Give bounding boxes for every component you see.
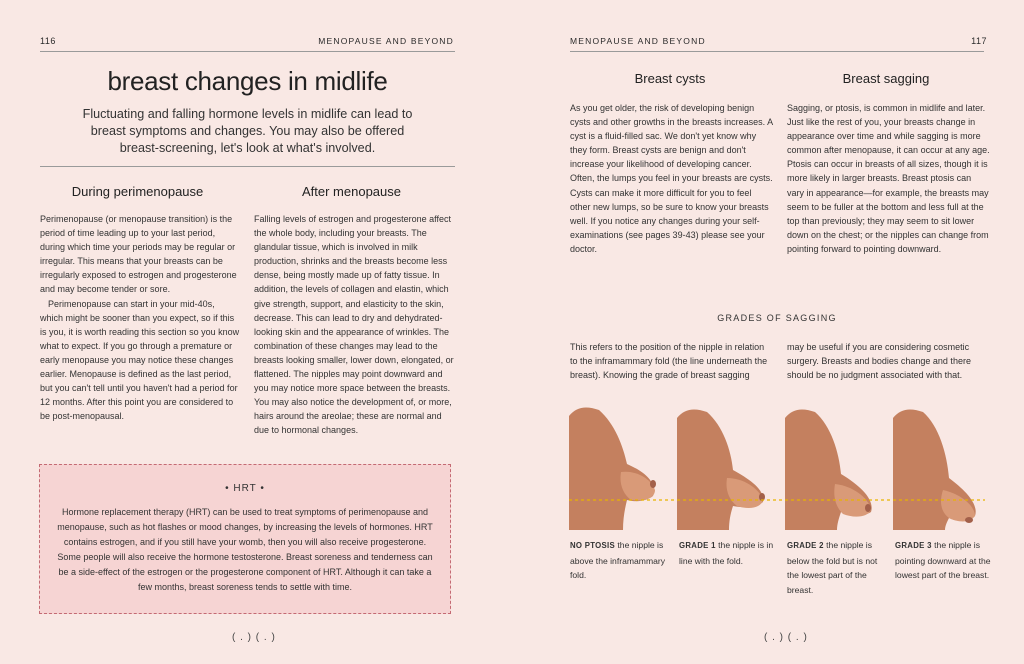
after-menopause-text bbox=[254, 212, 454, 438]
caption-label: GRADE 2 bbox=[787, 541, 824, 550]
caption-text: the nipple is above the inframammary fold. bbox=[570, 540, 666, 580]
heading-during-perimenopause: During perimenopause bbox=[71, 184, 204, 199]
perimenopause-text bbox=[40, 212, 240, 423]
header-rule-left bbox=[40, 51, 455, 52]
breast-sagging-text: Sagging, or ptosis, is common in midlife and later. Just like the rest of you, your breasts change in appearance over time and while sagging is more common after menopause, it can occur at any age. Ptosis can occur in breasts of all sizes, though it is more likely in larger breasts. Breast ptosis can vary in appearance—for example, the breasts may seem to be fuller at the bottom and less full at the top than previously; they may seem to sit lower down on the chest; or the nipples can change from pointing forward to pointing downward. bbox=[787, 103, 990, 254]
breast-figure-grade-3 bbox=[893, 410, 976, 530]
heading-after-menopause: After menopause bbox=[301, 184, 401, 199]
sagging-grades-illustration bbox=[565, 402, 989, 530]
footer-glyph-right: ( . ) ( . ) bbox=[764, 632, 808, 643]
page-number-right: 117 bbox=[971, 36, 987, 46]
caption-grade-1 bbox=[679, 538, 777, 568]
running-head-right: MENOPAUSE AND BEYOND bbox=[570, 36, 706, 46]
perimenopause-paragraph-2: Perimenopause can start in your mid-40s, which might be sooner than you expect, so if this is you, it is worth reading this section so you know what to expect. If you go through a premature or early menopause you may notice these changes earlier. Menopause is defined as the last period, but you can't tell until you haven't had a period for 12 months. After this point you are considered to be post-menopausal. bbox=[40, 298, 240, 422]
page-title: breast changes in midlife bbox=[107, 66, 388, 96]
breast-cysts-text: As you get older, the risk of developing benign cysts and other growths in the breasts increases. A cyst is a fluid-filled sac. We don't yet know why they form. Breast cysts are benign and don't increase your likelihood of developing cancer. Often, the lumps you feel in your breasts are cysts. Cysts can make it more difficult for you to feel other new lumps, so be sure to know your breasts well. If you notice any changes during your self-examinations (see pages 39-43) please see your doctor. bbox=[570, 103, 773, 254]
running-head-left: MENOPAUSE AND BEYOND bbox=[318, 36, 454, 46]
hrt-title: • HRT • bbox=[225, 483, 265, 494]
caption-text: the nipple is in line with the fold. bbox=[679, 540, 774, 566]
heading-breast-sagging: Breast sagging bbox=[842, 71, 930, 86]
caption-text: the nipple is pointing downward at the lowest part of the breast. bbox=[895, 540, 991, 580]
breast-figure-no-ptosis bbox=[569, 408, 656, 530]
footer-glyph-left: ( . ) ( . ) bbox=[232, 632, 276, 643]
caption-label: GRADE 1 bbox=[679, 541, 716, 550]
caption-label: NO PTOSIS bbox=[570, 541, 616, 550]
caption-grade-2 bbox=[787, 538, 885, 597]
hrt-box bbox=[39, 464, 451, 614]
breast-figure-grade-1 bbox=[677, 410, 765, 530]
caption-text: the nipple is below the fold but is not the lowest part of the breast. bbox=[787, 540, 878, 595]
page-number-left: 116 bbox=[40, 36, 56, 46]
perimenopause-paragraph-1: Perimenopause (or menopause transition) is the period of time leading up to your last period, during which time your periods may be regular or irregular. This means that your breasts can be irregularly exposed to estrogen and progesterone and may become tender or sore. bbox=[40, 214, 237, 295]
grades-of-sagging-title: GRADES OF SAGGING bbox=[717, 313, 837, 323]
intro-text: Fluctuating and falling hormone levels in midlife can lead to breast symptoms and changes. You may also be offered breast-screening, let's look at what's involved. bbox=[82, 107, 413, 155]
caption-grade-3 bbox=[895, 538, 993, 583]
header-rule-right bbox=[570, 51, 984, 52]
caption-no-ptosis bbox=[570, 538, 668, 583]
heading-breast-cysts: Breast cysts bbox=[634, 71, 706, 86]
grades-intro-right: may be useful if you are considering cosmetic surgery. Breasts and bodies change and there should be no judgment associated with that. bbox=[787, 342, 971, 381]
after-menopause-paragraph: Falling levels of estrogen and progesterone affect the whole body, including your breasts. The glandular tissue, which is involved in milk production, shrinks and the breasts become less dense, being mostly made up of fatty tissue. In addition, the levels of collagen and elastin, which give strength, support, and elasticity to the skin, decrease. This can lead to dry and dehydrated-looking skin and the appearance of wrinkles. The combination of these changes may lead to the breasts looking smaller, lower down, elongated, or flattened. The nipples may point downward and you may notice more space between the breasts. You may also notice the development of, or more, hairs around the areolae; these are normal and due to hormonal changes. bbox=[254, 214, 454, 436]
breast-figure-grade-2 bbox=[785, 410, 872, 530]
hrt-text: Hormone replacement therapy (HRT) can be used to treat symptoms of perimenopause and menopause, such as hot flashes or mood changes, by increasing the levels of hormones. HRT contains estrogen, and if you still have your womb, then you will also receive progesterone. Some people will also receive the hormone testosterone. Breast soreness and tenderness can be a side-effect of the estrogen or the progesterone component of HRT. Although it can take a few months, breast soreness tends to settle with time. bbox=[57, 507, 433, 592]
grades-intro-left: This refers to the position of the nipple in relation to the inframammary fold (the line underneath the breast). Knowing the grade of breast sagging bbox=[570, 342, 768, 381]
intro-rule bbox=[40, 166, 455, 167]
caption-label: GRADE 3 bbox=[895, 541, 932, 550]
